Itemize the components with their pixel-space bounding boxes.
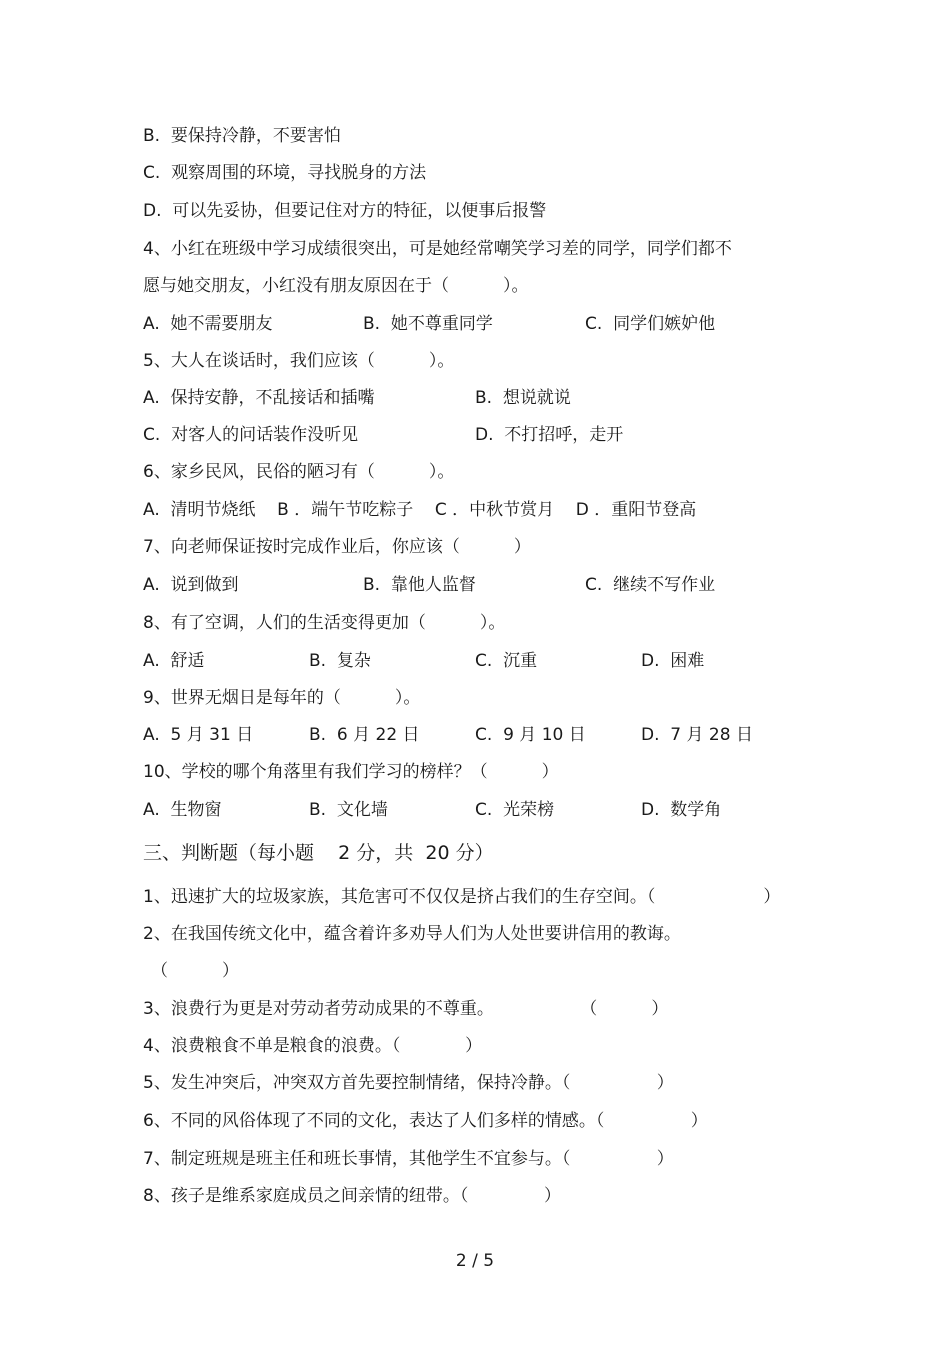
q7-option-c: C. 继续不写作业	[585, 575, 716, 595]
q9-option-c: C. 9 月 10 日	[475, 725, 586, 745]
q8-option-d: D. 困难	[641, 651, 705, 671]
q7-stem: 7、向老师保证按时完成作业后，你应该（ ）	[143, 537, 531, 557]
q10-option-d: D. 数学角	[641, 800, 722, 820]
q5-option-d: D. 不打招呼，走开	[475, 425, 624, 445]
q9-option-a: A. 5 月 31 日	[143, 725, 254, 745]
judge-item-2: 2、在我国传统文化中，蕴含着许多劝导人们为人处世要讲信用的教诲。	[143, 924, 681, 944]
section-heading: 三、判断题（每小题 2 分，共 20 分）	[143, 842, 494, 864]
q5-option-b: B. 想说就说	[475, 388, 571, 408]
q3-option-b: B. 要保持冷静，不要害怕	[143, 126, 341, 146]
judge-item-6: 6、不同的风俗体现了不同的文化，表达了人们多样的情感。（ ）	[143, 1111, 708, 1131]
q7-option-b: B. 靠他人监督	[363, 575, 476, 595]
judge-item-3: 3、浪费行为更是对劳动者劳动成果的不尊重。 （ ）	[143, 999, 669, 1019]
q8-option-b: B. 复杂	[309, 651, 371, 671]
q8-option-c: C. 沉重	[475, 651, 538, 671]
q5-stem: 5、大人在谈话时，我们应该（ ）。	[143, 351, 455, 371]
q8-stem: 8、有了空调，人们的生活变得更加（ ）。	[143, 613, 506, 633]
q4-option-b: B. 她不尊重同学	[363, 314, 493, 334]
q7-option-a: A. 说到做到	[143, 575, 239, 595]
q4-stem-line2: 愿与她交朋友，小红没有朋友原因在于（ ）。	[143, 276, 529, 296]
judge-item-1: 1、迅速扩大的垃圾家族，其危害可不仅仅是挤占我们的生存空间。（ ）	[143, 887, 781, 907]
judge-item-5: 5、发生冲突后，冲突双方首先要控制情绪，保持冷静。（ ）	[143, 1073, 674, 1093]
q9-option-b: B. 6 月 22 日	[309, 725, 420, 745]
q10-option-a: A. 生物窗	[143, 800, 222, 820]
q4-option-a: A. 她不需要朋友	[143, 314, 273, 334]
q3-option-c: C. 观察周围的环境，寻找脱身的方法	[143, 163, 427, 183]
q6-options: A. 清明节烧纸 B ．端午节吃粽子 C ．中秋节赏月 D ．重阳节登高	[143, 500, 697, 520]
q3-option-d: D. 可以先妥协，但要记住对方的特征，以便事后报警	[143, 201, 547, 221]
q10-stem: 10、学校的哪个角落里有我们学习的榜样？（ ）	[143, 762, 559, 782]
judge-item-7: 7、制定班规是班主任和班长事情，其他学生不宜参与。（ ）	[143, 1149, 674, 1169]
judge-item-4: 4、浪费粮食不单是粮食的浪费。（ ）	[143, 1036, 483, 1056]
q9-option-d: D. 7 月 28 日	[641, 725, 753, 745]
q4-stem-line1: 4、小红在班级中学习成绩很突出，可是她经常嘲笑学习差的同学，同学们都不	[143, 239, 732, 259]
q10-option-c: C. 光荣榜	[475, 800, 555, 820]
q5-option-c: C. 对客人的问话装作没听见	[143, 425, 359, 445]
judge-item-8: 8、孩子是维系家庭成员之间亲情的纽带。（ ）	[143, 1186, 561, 1206]
q10-option-b: B. 文化墙	[309, 800, 388, 820]
page-number: 2 / 5	[455, 1251, 495, 1271]
q4-option-c: C. 同学们嫉妒他	[585, 314, 716, 334]
q5-option-a: A. 保持安静，不乱接话和插嘴	[143, 388, 375, 408]
q6-stem: 6、家乡民风，民俗的陋习有（ ）。	[143, 462, 455, 482]
judge-item-2-blank: （ ）	[151, 961, 240, 981]
q9-stem: 9、世界无烟日是每年的（ ）。	[143, 688, 421, 708]
q8-option-a: A. 舒适	[143, 651, 205, 671]
